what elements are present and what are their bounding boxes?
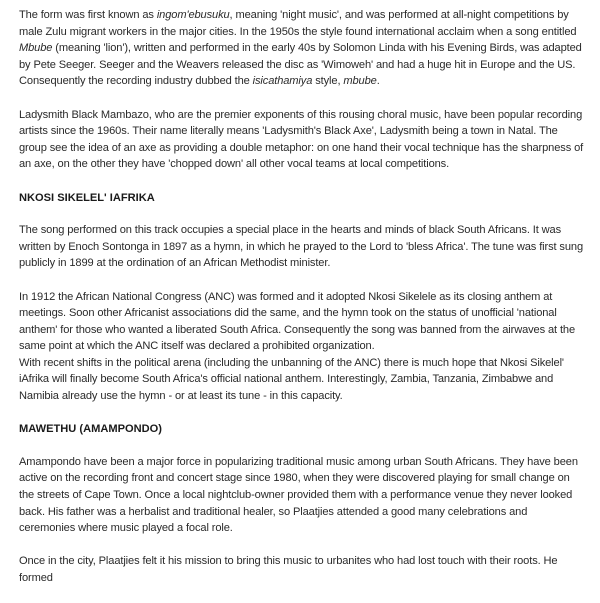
intro-paragraph-1 xyxy=(19,7,585,90)
mawethu-paragraph-2: Once in the city, Plaatjies felt it his mission to bring this music to urbanites who had lost touch with their roots. He formed xyxy=(19,555,558,584)
text-run: The form was first known as xyxy=(19,9,157,21)
italic-term-mbube: mbube xyxy=(343,75,377,88)
text-run: style, xyxy=(312,75,344,88)
section-heading-mawethu: MAWETHU (AMAMPONDO) xyxy=(19,423,162,436)
liner-notes-page xyxy=(19,7,585,603)
section-heading-nkosi: NKOSI SIKELEL' IAFRIKA xyxy=(19,191,155,204)
text-run: , meaning 'night music', and was performed at all-night competitions by male Zulu migrant workers in the major cities. In the 1950s the style found international acclaim when a song entitled xyxy=(19,9,577,38)
nkosi-paragraph-1: The song performed on this track occupies a special place in the hearts and minds of black South Africans. It was written by Enoch Sontonga in 1897 as a hymn, in which he prayed to the Lord to 'bless Africa'. The tune was first sung publicly in 1899 at the ordination of an African Methodist minister. xyxy=(19,224,583,270)
mawethu-paragraph-1: Amampondo have been a major force in popularizing traditional music among urban South Africans. They have been active on the recording front and concert stage since 1980, when they were discovered playing for small change on the streets of Cape Town. Once a local nightclub-owner provided them with a performance venue they never looked back. His father was a herbalist and traditional healer, so Plaatjies attended a good many celebrations and ceremonies where music played a focal role. xyxy=(19,455,578,535)
italic-term-ingom-ebusuku: ingom'ebusuku xyxy=(156,9,230,21)
nkosi-paragraph-2: In 1912 the African National Congress (ANC) was formed and it adopted Nkosi Sikelele as its closing anthem at meetings. Soon other Africanist associations did the same, and the hymn took on the status of unofficial 'national anthem' for those who wanted a liberated South Africa. Consequently the song was banned from the airwaves at the same point at which the ANC itself was declared a prohibited organization. xyxy=(19,290,576,353)
nkosi-paragraph-3: With recent shifts in the political arena (including the unbanning of the ANC) there is much hope that Nkosi Sikelel' iAfrika will finally become South Africa's official national anthem. Interestingly, Zambia, Tanzania, Zimbabwe and Namibia already use the hymn - or at least its tune - in this capacity. xyxy=(19,356,564,403)
italic-term-mbube-title: Mbube xyxy=(19,42,53,55)
text-run: (meaning 'lion'), written and performed in the early 40s by Solomon Linda with his Evening Birds, was adapted by Pete Seeger. Seeger and the Weavers released the disc as 'Wimoweh' and had a huge hit in Europe and the US. Consequently the recording industry dubbed the xyxy=(19,42,582,88)
italic-term-isicathamiya: isicathamiya xyxy=(252,75,313,88)
text-run: . xyxy=(376,75,380,88)
intro-paragraph-2: Ladysmith Black Mambazo, who are the premier exponents of this rousing choral music, have been popular recording artists since the 1960s. Their name literally means 'Ladysmith's Black Axe', Ladysmith being a town in Natal. The group see the idea of an axe as providing a double metaphor: on one hand their vocal technique has the sharpness of an axe, on the other they have 'chopped down' all other vocal teams at local competitions. xyxy=(19,108,584,171)
